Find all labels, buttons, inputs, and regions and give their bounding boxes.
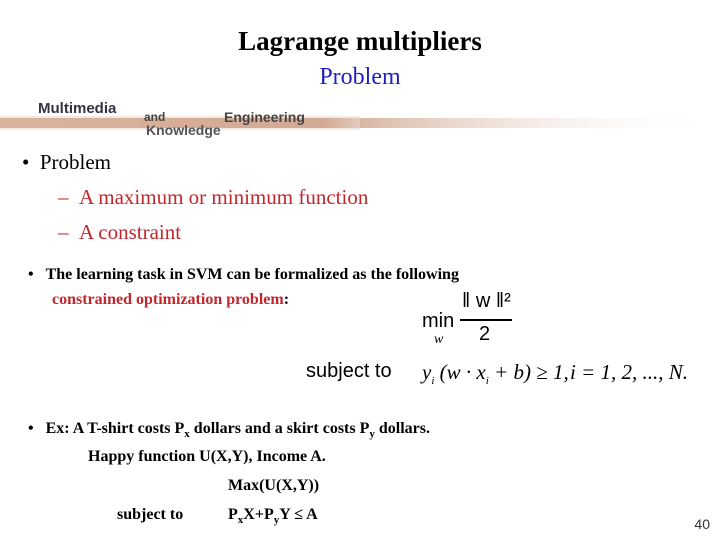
constraint-sub-x: x bbox=[237, 514, 244, 527]
example-line3: Max(U(X,Y)) bbox=[228, 477, 320, 494]
example-sub-x: x bbox=[184, 428, 190, 441]
bullet-problem bbox=[22, 150, 111, 175]
example-line2: Happy function U(X,Y), Income A. bbox=[88, 448, 326, 465]
bullet-svm-line2 bbox=[52, 291, 289, 309]
slide-subtitle: Problem bbox=[319, 64, 401, 90]
example-subject-to: subject to bbox=[117, 506, 184, 523]
dash: – bbox=[58, 185, 79, 209]
dash: – bbox=[58, 220, 79, 244]
fraction-bar bbox=[460, 319, 512, 321]
banner-word-knowledge: Knowledge bbox=[146, 122, 221, 138]
colon: : bbox=[283, 291, 290, 308]
banner-word-multimedia: Multimedia bbox=[38, 100, 117, 117]
bullet-text: The learning task in SVM can be formalized as the following bbox=[45, 266, 459, 283]
example-constraint bbox=[228, 506, 318, 526]
constraint-part: X+P bbox=[243, 506, 274, 523]
slide-title: Lagrange multipliers bbox=[238, 26, 482, 56]
bullet-svm bbox=[28, 266, 459, 284]
example-text-c: dollars. bbox=[374, 420, 430, 437]
fraction-numerator: ‖ w ‖² bbox=[462, 290, 511, 312]
bullet-dot: • bbox=[22, 150, 40, 174]
sub-bullet-text: A maximum or minimum function bbox=[79, 185, 369, 209]
highlight-text: constrained optimization problem bbox=[52, 291, 284, 308]
bullet-example bbox=[28, 420, 430, 440]
banner-word-engineering: Engineering bbox=[224, 109, 305, 125]
sub-bullet-constraint bbox=[58, 220, 181, 245]
subject-to-label: subject to bbox=[306, 360, 392, 382]
min-operator: min bbox=[422, 310, 455, 332]
constraint-expression: $y_i$ $(w \cdot x_i + b) \ge 1$, bbox=[422, 360, 569, 388]
bullet-dot: • bbox=[28, 420, 46, 437]
min-subscript: w bbox=[434, 332, 444, 347]
bullet-dot: • bbox=[28, 266, 46, 283]
banner-word-and: and bbox=[144, 110, 166, 124]
objective-formula bbox=[422, 290, 522, 350]
fraction-denominator: 2 bbox=[479, 323, 491, 345]
sub-bullet-function bbox=[58, 185, 368, 210]
page-number: 40 bbox=[694, 516, 710, 532]
department-banner bbox=[0, 98, 720, 140]
index-range: i = 1, 2, ..., N. bbox=[570, 360, 689, 384]
constraint-part: Y ≤ A bbox=[279, 506, 318, 523]
sub-bullet-text: A constraint bbox=[79, 220, 182, 244]
constraint-sub-y: y bbox=[273, 514, 280, 527]
bullet-text: Problem bbox=[39, 150, 112, 174]
example-text-a: Ex: A T-shirt costs P bbox=[45, 420, 185, 437]
example-text-b: dollars and a skirt costs P bbox=[189, 420, 370, 437]
constraint-part: P bbox=[228, 506, 238, 523]
example-sub-y: y bbox=[369, 428, 375, 441]
